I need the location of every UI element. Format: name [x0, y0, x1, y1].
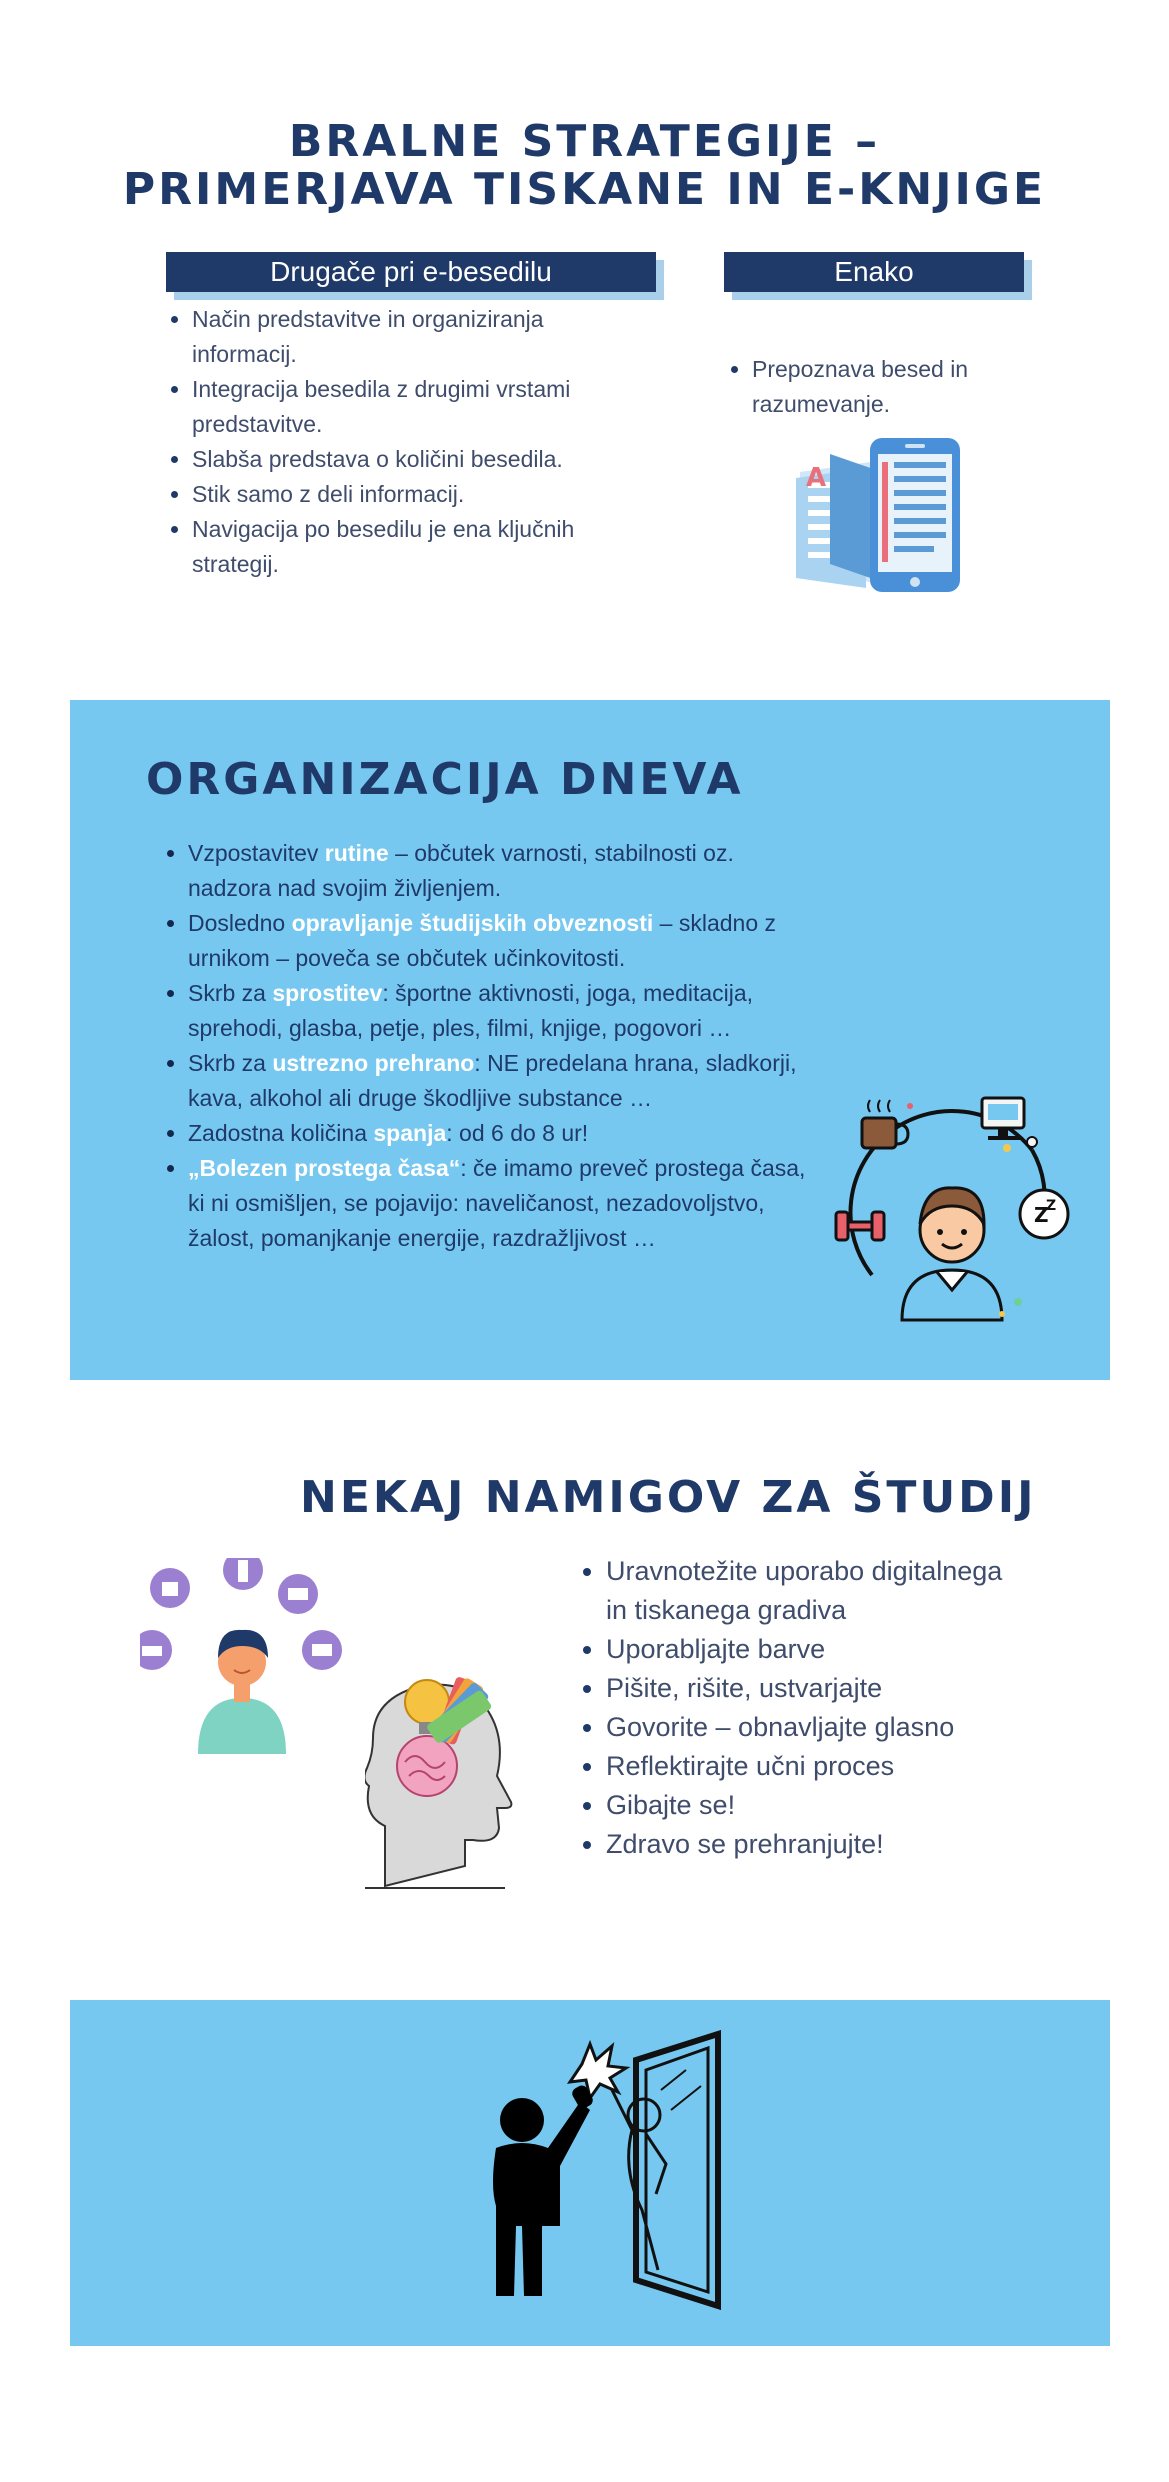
book-phone-icon [790, 432, 970, 597]
person-activities-icon [140, 1558, 350, 1758]
svg-text:Z: Z [1046, 1198, 1057, 1214]
list-item: • Slabša predstava o količini besedila. [192, 442, 646, 477]
mirror-high-five-icon [486, 2030, 726, 2310]
different-list [166, 302, 646, 582]
list-item: • Zadostna količina spanja: od 6 do 8 ur! [188, 1116, 812, 1151]
same-list [726, 352, 1026, 422]
list-item: • Skrb za ustrezno prehrano: NE predelana hrana, sladkorji, kava, alkohol ali druge škodljive substance … [188, 1046, 812, 1116]
list-item: • Način predstavitve in organiziranja informacij. [192, 302, 646, 372]
list-item: • Vzpostavitev rutine – občutek varnosti, stabilnosti oz. nadzora nad svojim življenjem. [188, 836, 812, 906]
list-item: • Reflektirajte učni proces [606, 1747, 1026, 1786]
list-item: • Stik samo z deli informacij. [192, 477, 646, 512]
page-title-line-1: BRALNE STRATEGIJE – [288, 116, 881, 167]
svg-text:Z: Z [1034, 1203, 1049, 1227]
list-item: • „Bolezen prostega časa“: če imamo preveč prostega časa, ki ni osmišljen, se pojavijo: naveličanost, nezadovoljstvo, žalost, pomanjkanje energije, razdražljivost … [188, 1151, 812, 1256]
same-heading-box [724, 252, 1024, 292]
list-item: • Prepoznava besed in razumevanje. [752, 352, 1026, 422]
page-title [0, 118, 1169, 214]
tips-title: NEKAJ NAMIGOV ZA ŠTUDIJ [300, 1472, 1037, 1523]
list-item: • Gibajte se! [606, 1786, 1026, 1825]
list-item: • Skrb za sprostitev: športne aktivnosti, joga, meditacija, sprehodi, glasba, petje, ples, filmi, knjige, pogovori … [188, 976, 812, 1046]
list-item: • Uporabljajte barve [606, 1630, 1026, 1669]
different-heading: Drugače pri e-besedilu [270, 256, 552, 287]
list-item: • Uravnotežite uporabo digitalnega in tiskanega gradiva [606, 1552, 1026, 1630]
different-heading-box [166, 252, 656, 292]
tips-list [566, 1552, 1026, 1864]
list-item: • Zdravo se prehranjujte! [606, 1825, 1026, 1864]
list-item: • Navigacija po besedilu je ena ključnih strategij. [192, 512, 646, 582]
list-item: • Govorite – obnavljajte glasno [606, 1708, 1026, 1747]
list-item: • Dosledno opravljanje študijskih obveznosti – skladno z urnikom – poveča se občutek učinkovitosti. [188, 906, 812, 976]
brain-idea-icon [365, 1666, 540, 1891]
page-title-line-2: PRIMERJAVA TISKANE IN E-KNJIGE [122, 164, 1047, 215]
list-item: • Integracija besedila z drugimi vrstami predstavitve. [192, 372, 646, 442]
svg-text:A: A [806, 463, 827, 493]
daily-routine-icon [832, 1090, 1072, 1325]
list-item: • Pišite, rišite, ustvarjajte [606, 1669, 1026, 1708]
same-heading: Enako [834, 256, 914, 287]
organization-list [162, 836, 812, 1256]
organization-title: ORGANIZACIJA DNEVA [146, 754, 744, 805]
